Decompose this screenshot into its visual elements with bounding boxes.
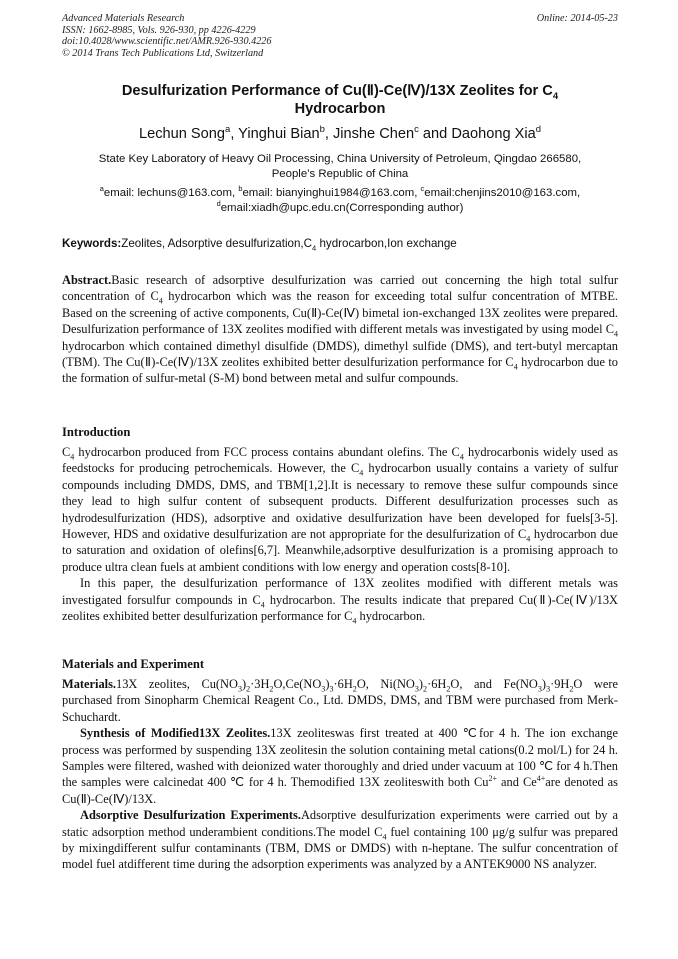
- introduction-body: [62, 444, 618, 624]
- materials-label: Materials.: [62, 677, 117, 691]
- email-d-mark: d: [216, 199, 221, 209]
- abstract-sub: 4: [158, 296, 163, 306]
- materials-sub: 2: [352, 684, 357, 694]
- adsorptive-text: Adsorptive desulfurization experiments were carried out by a static adsorption method underambient conditions.The model C: [62, 808, 618, 839]
- affiliation-line2: People’s Republic of China: [271, 168, 409, 180]
- materials-text: ·9H: [550, 677, 570, 691]
- materials-text: ·3H: [250, 677, 270, 691]
- materials-heading: Materials and Experiment: [62, 657, 205, 671]
- materials-text: ): [325, 677, 330, 691]
- online-date: Online: 2014-05-23: [536, 13, 618, 24]
- email-b: email: bianyinghui1984@163.com,: [242, 187, 421, 199]
- email-list: [62, 186, 618, 216]
- intro-sub: 4: [70, 452, 75, 462]
- materials-body: [62, 676, 618, 873]
- abstract-text: hydrocarbon which contained dimethyl disulfide (DMDS), dimethyl sulfide (DMS), and tert-butyl mercaptan (TBM). The Cu(Ⅱ)-Ce(Ⅳ)/13X zeolites exhibited better desulfurization performance for C: [62, 338, 618, 370]
- email-b-mark: b: [238, 184, 243, 194]
- author-3: , Jinshe Chen: [324, 126, 415, 142]
- author-list: [62, 125, 618, 143]
- author-1-mark: a: [225, 124, 231, 136]
- intro-text: hydrocarbon usually contains a variety of sulfur compounds including DMDS, DMS, and TBM[1,2].It is necessary to remove these sulfur compounds since they lead to high sulfur content of subsequent products. Different desulfurization processes such as hydrodesulfurization (HDS), adsorptive and oxidative desulfurization have been developed for fuels[3-5]. However, HDS and oxidative desulfurization are not appropriate for the desulfurization of C: [62, 461, 618, 542]
- abstract-text: hydrocarbon which was the reason for exceeding total sulfur concentration of MTBE. Based on the screening of active components, Cu(Ⅱ)-Ce(Ⅳ) bimetal ion-exchanged 13X zeolites were prepared. Desulfurization performance of 13X zeolites modified with different metals was investigated by using model C: [62, 289, 618, 337]
- materials-text: O, Ni(NO: [356, 677, 415, 691]
- materials-sub: 3: [237, 684, 242, 694]
- keywords-text-1: Zeolites, Adsorptive desulfurization,C: [121, 237, 313, 250]
- materials-sub: 3: [546, 684, 551, 694]
- abstract-text: Basic research of adsorptive desulfurization was carried out concerning the high total sulfur concentration of C: [62, 273, 618, 304]
- materials-text: ·6H: [333, 677, 353, 691]
- synthesis-text: and Ce: [497, 775, 537, 790]
- author-1: Lechun Song: [139, 126, 226, 142]
- materials-sub: 2: [269, 684, 274, 694]
- abstract-label: Abstract.: [62, 273, 112, 287]
- materials-sub: 2: [569, 684, 574, 694]
- intro-sub: 4: [459, 452, 464, 462]
- materials-text: O were purchased from Sinopharm Chemical Reagent Co., Ltd. DMDS, DMS, and TBM were purchased from Merk-Schuchardt.: [62, 677, 619, 724]
- journal-name: Advanced Materials Research: [62, 13, 185, 24]
- intro-text: hydrocarbon produced from FCC process contains abundant olefins. The C: [74, 445, 460, 459]
- email-c-mark: c: [420, 184, 425, 194]
- materials-sub: 2: [246, 684, 251, 694]
- keywords: [62, 237, 618, 251]
- author-2-mark: b: [319, 124, 325, 136]
- keywords-text-2: hydrocarbon,Ion exchange: [316, 237, 457, 250]
- intro-text: C: [62, 445, 71, 459]
- author-2: , Yinghui Bian: [230, 126, 320, 142]
- title-line2: Hydrocarbon: [294, 101, 386, 117]
- synthesis-label: Synthesis of Modified13X Zeolites.: [80, 726, 271, 741]
- abstract-sub: 4: [513, 362, 518, 372]
- author-4: and Daohong Xia: [418, 126, 536, 142]
- paper-title: [62, 82, 618, 118]
- materials-sub: 3: [537, 684, 542, 694]
- email-a: email: lechuns@163.com,: [103, 187, 239, 199]
- intro-text: hydrocarbon. The results indicate that prepared Cu(Ⅱ)-Ce(Ⅳ)/13X zeolites exhibited better desulfurization performance for C: [62, 592, 619, 624]
- materials-sub: 3: [329, 684, 334, 694]
- adsorptive-text: fuel containing 100 μg/g sulfur was prepared by mixingdifferent sulfur contaminants (TBM, DMS or DMDS) with n-heptane. The sulfur concentration of model fuel atdifferent time during the adsorption experiments was analyzed by a ANTEK9000 NS analyzer.: [62, 824, 619, 872]
- materials-sub: 2: [446, 684, 451, 694]
- abstract-text: hydrocarbon due to the formation of sulfur-metal (S-M) bond between metal and sulfur compounds.: [62, 355, 618, 386]
- materials-text: ): [418, 677, 424, 691]
- materials-sub: 3: [414, 684, 419, 694]
- intro-text: In this paper, the desulfurization performance of 13X zeolites modified with different metals was investigated forsulfur compounds in C: [62, 576, 618, 607]
- synthesis-sup: 4+: [536, 774, 546, 784]
- abstract-sub: 4: [613, 329, 618, 339]
- journal-header: [62, 13, 618, 59]
- author-4-mark: d: [535, 124, 541, 136]
- journal-issn: ISSN: 1662-8985, Vols. 926-930, pp 4226-4229: [62, 24, 256, 36]
- intro-sub: 4: [359, 468, 364, 478]
- materials-sub: 3: [321, 684, 326, 694]
- intro-text: hydrocarbon due to saturation and oxidation of olefins[6,7]. Meanwhile,adsorptive desulfurization is a promising approach to produce ultra clean fuels at ambient conditions with low energy and operation costs[8-10].: [62, 527, 618, 574]
- intro-sub: 4: [526, 534, 531, 544]
- journal-doi: doi:10.4028/www.scientific.net/AMR.926-930.4226: [62, 36, 272, 48]
- author-3-mark: c: [414, 124, 419, 136]
- materials-text: O,Ce(NO: [273, 677, 322, 691]
- materials-text: 13X zeolites, Cu(NO: [116, 677, 238, 691]
- keywords-label: Keywords:: [62, 237, 122, 250]
- synthesis-sup: 2+: [488, 774, 498, 784]
- materials-text: ·6H: [427, 677, 447, 691]
- affiliation: [62, 152, 618, 182]
- affiliation-line1: State Key Laboratory of Heavy Oil Processing, China University of Petroleum, Qingdao 266580,: [98, 153, 582, 165]
- materials-text: ): [241, 677, 247, 691]
- email-c: email:chenjins2010@163.com,: [424, 187, 581, 199]
- abstract: [62, 272, 618, 387]
- email-d: email:xiadh@upc.edu.cn(Corresponding author): [220, 202, 464, 214]
- title-line1: Desulfurization Performance of Cu(Ⅱ)-Ce(Ⅳ)/13X Zeolites for C: [121, 83, 553, 99]
- synthesis-text: 13X zeoliteswas first treated at 400 ℃for 4 h. The ion exchange process was performed by suspending 13X zeolitesin the solution containing metal cations(0.2 mol/L) for 24 h. Samples were filtered, washed with deionized water thoroughly and dried under vacuum at 100 ℃ for 4 h.Then the samples were calcinedat 400 ℃ for 4 h. Themodified 13X zeoliteswith both Cu: [62, 726, 618, 790]
- journal-copyright: © 2014 Trans Tech Publications Ltd, Switzerland: [62, 47, 264, 59]
- adsorptive-label: Adsorptive Desulfurization Experiments.: [80, 808, 301, 823]
- email-a-mark: a: [99, 184, 104, 194]
- introduction-heading: Introduction: [62, 425, 131, 439]
- materials-text: ): [541, 677, 547, 691]
- synthesis-text: are denoted as Cu(Ⅱ)-Ce(Ⅳ)/13X.: [62, 775, 618, 806]
- intro-sub: 4: [352, 616, 357, 626]
- intro-text: hydrocarbonis widely used as feedstocks for producing petrochemicals. However, the C: [62, 445, 618, 476]
- adsorptive-sub: 4: [382, 832, 387, 842]
- title-sub: 4: [552, 90, 559, 102]
- materials-sub: 2: [423, 684, 428, 694]
- intro-text: hydrocarbon.: [356, 609, 426, 624]
- materials-text: O, and Fe(NO: [450, 677, 538, 691]
- intro-sub: 4: [260, 600, 265, 610]
- keywords-sub: 4: [312, 243, 317, 253]
